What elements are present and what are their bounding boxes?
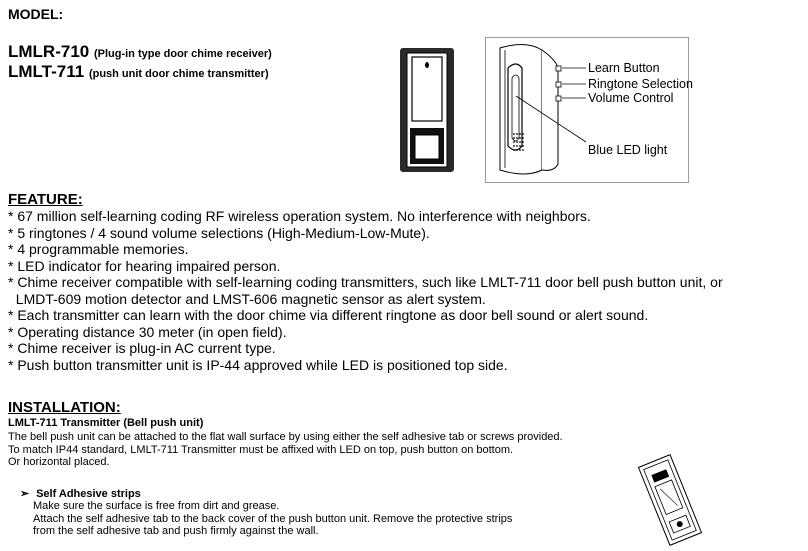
learn-button-label: Learn Button: [588, 61, 660, 75]
feature-list: [8, 208, 723, 373]
installation-heading: INSTALLATION:: [8, 399, 121, 416]
bullet-text: [33, 500, 512, 538]
self-adhesive-bullet: [20, 487, 141, 500]
feature-heading: FEATURE:: [8, 191, 83, 208]
model-heading: MODEL:: [8, 6, 64, 22]
feature-item: * Each transmitter can learn with the door chime via different ringtone as door bell sound or alert sound.: [8, 307, 649, 323]
feature-item: * LED indicator for hearing impaired person.: [8, 257, 281, 274]
ringtone-button-icon: [556, 82, 561, 87]
bullet-line: Attach the self adhesive tab to the back cover of the push button unit. Remove the protective strips: [33, 512, 513, 525]
ringtone-selection-label: Ringtone Selection: [588, 77, 693, 91]
receiver-model-desc: (Plug-in type door chime receiver): [93, 48, 272, 60]
learn-button-icon: [556, 66, 561, 71]
arrow-bullet-icon: ➢: [20, 488, 30, 500]
volume-control-label: Volume Control: [588, 91, 674, 105]
transmitter-model: [8, 62, 269, 82]
feature-item: LMDT-609 motion detector and LMST-606 magnetic sensor as alert system.: [8, 290, 486, 307]
installation-line: Or horizontal placed.: [8, 456, 110, 468]
feature-item: * Push button transmitter unit is IP-44 approved while LED is positioned top side.: [8, 356, 508, 373]
feature-item: * 67 million self-learning coding RF wireless operation system. No interference with neighbors.: [8, 208, 591, 224]
transmitter-illustration: [398, 46, 458, 176]
bullet-line: from the self adhesive tab and push firmly against the wall.: [33, 525, 319, 537]
installation-line: The bell push unit can be attached to the flat wall surface by using either the self adhesive tab or screws provided.: [8, 431, 563, 443]
bullet-title: Self Adhesive strips: [36, 488, 141, 500]
receiver-model: [8, 42, 272, 62]
feature-item: * Chime receiver compatible with self-learning coding transmitters, such like LMLT-711 door bell push button unit, or: [8, 274, 723, 290]
wall-mount-illustration: [625, 452, 715, 547]
installation-line: To match IP44 standard, LMLT-711 Transmitter must be affixed with LED on top, push button on bottom.: [8, 443, 514, 456]
feature-item: * 5 ringtones / 4 sound volume selections (High-Medium-Low-Mute).: [8, 224, 430, 241]
receiver-model-name: LMLR-710: [8, 42, 90, 61]
installation-text: [8, 431, 563, 469]
blue-led-label: Blue LED light: [588, 143, 668, 157]
feature-item: * Chime receiver is plug-in AC current type.: [8, 340, 276, 356]
bullet-line: Make sure the surface is free from dirt and grease.: [33, 500, 280, 512]
transmitter-model-name: LMLT-711: [8, 62, 85, 81]
volume-button-icon: [556, 96, 561, 101]
transmitter-model-desc: (push unit door chime transmitter): [88, 68, 269, 80]
feature-item: * Operating distance 30 meter (in open field).: [8, 323, 287, 340]
led-indicator-icon: [425, 62, 429, 68]
installation-subheading: LMLT-711 Transmitter (Bell push unit): [8, 417, 204, 429]
feature-item: * 4 programmable memories.: [8, 241, 189, 257]
receiver-drawing: [486, 38, 686, 180]
